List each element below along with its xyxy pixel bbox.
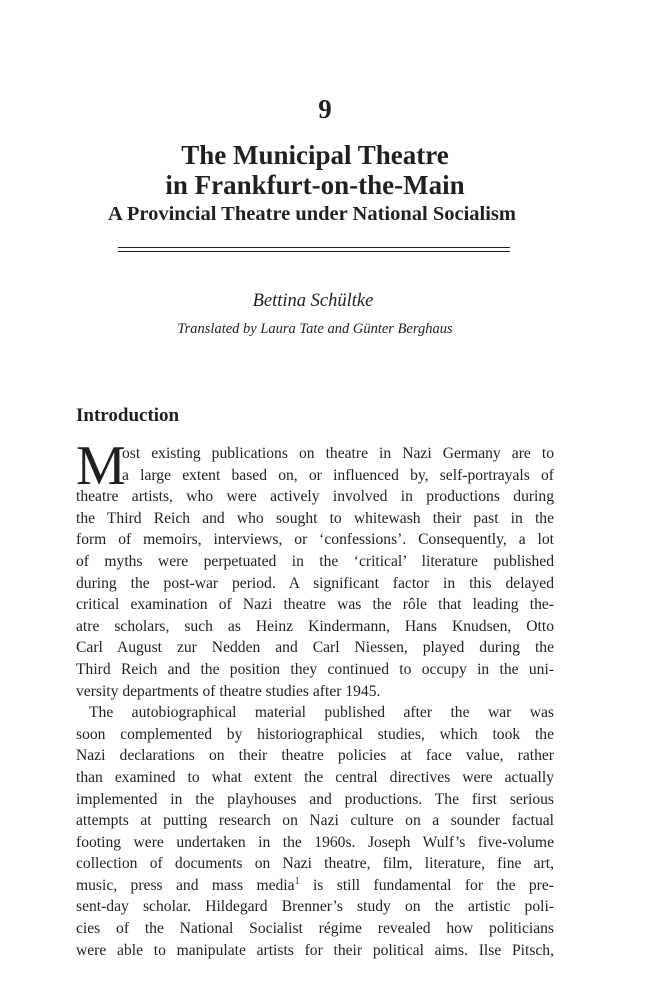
text-line: critical examination of Nazi theatre was the rôle that leading the-: [76, 596, 554, 614]
text-line: Third Reich and the position they continued to occupy in the uni-: [76, 660, 554, 678]
text-line: footing were undertaken in the 1960s. Joseph Wulf’s five-volume: [76, 833, 554, 851]
text-line: the Third Reich and who sought to whitewash their past in the: [76, 509, 554, 527]
translator-credit: Translated by Laura Tate and Günter Berghaus: [177, 321, 453, 337]
title-divider: [118, 247, 510, 252]
text-line: than examined to what extent the central directives were actually: [76, 768, 554, 786]
text-line: attempts at putting research on Nazi culture on a sounder factual: [76, 812, 554, 830]
text-line: ost existing publications on theatre in Nazi Germany are to: [122, 445, 554, 462]
text-line: Nazi declarations on their theatre policies at face value, rather: [76, 747, 554, 765]
text-line: soon complemented by historiographical studies, which took the: [76, 725, 554, 743]
text-line: cies of the National Socialist régime revealed how politicians: [76, 920, 554, 938]
chapter-title-line-2: in Frankfurt-on-the-Main: [165, 170, 465, 200]
text-line-with-note: [76, 875, 554, 897]
text-line: implemented in the playhouses and productions. The first serious: [76, 790, 554, 808]
drop-cap: M: [76, 435, 126, 497]
text-line: of myths were perpetuated in the ‘critical’ literature published: [76, 552, 554, 570]
chapter-subtitle: A Provincial Theatre under National Socialism: [108, 203, 516, 225]
text-line: atre scholars, such as Heinz Kindermann, Hans Knudsen, Otto: [76, 617, 554, 635]
text-line: during the post-war period. A significant factor in this delayed: [76, 574, 554, 592]
author-name: Bettina Schültke: [252, 291, 374, 311]
chapter-number: 9: [318, 94, 332, 124]
text-line: sent-day scholar. Hildegard Brenner’s study on the artistic poli-: [76, 898, 554, 916]
text-line: Carl August zur Nedden and Carl Niessen, played during the: [76, 639, 554, 657]
text-fragment: is still fundamental for the pre-: [312, 876, 554, 894]
chapter-title-line-1: The Municipal Theatre: [181, 140, 449, 170]
text-line: a large extent based on, or influenced by, self-portrayals of: [122, 466, 554, 484]
section-heading: Introduction: [76, 405, 180, 426]
text-line: versity departments of theatre studies after 1945.: [76, 682, 381, 700]
text-line: form of memoirs, interviews, or ‘confessions’. Consequently, a lot: [76, 531, 554, 549]
text-line: theatre artists, who were actively involved in productions during: [76, 488, 554, 506]
text-line: were able to manipulate artists for their political aims. Ilse Pitsch,: [76, 941, 554, 959]
footnote-reference: 1: [294, 875, 300, 887]
body-text: [76, 435, 554, 961]
text-line: collection of documents on Nazi theatre, film, literature, fine art,: [76, 855, 554, 873]
text-fragment: music, press and mass media: [76, 876, 295, 894]
text-line: The autobiographical material published after the war was: [89, 704, 554, 722]
